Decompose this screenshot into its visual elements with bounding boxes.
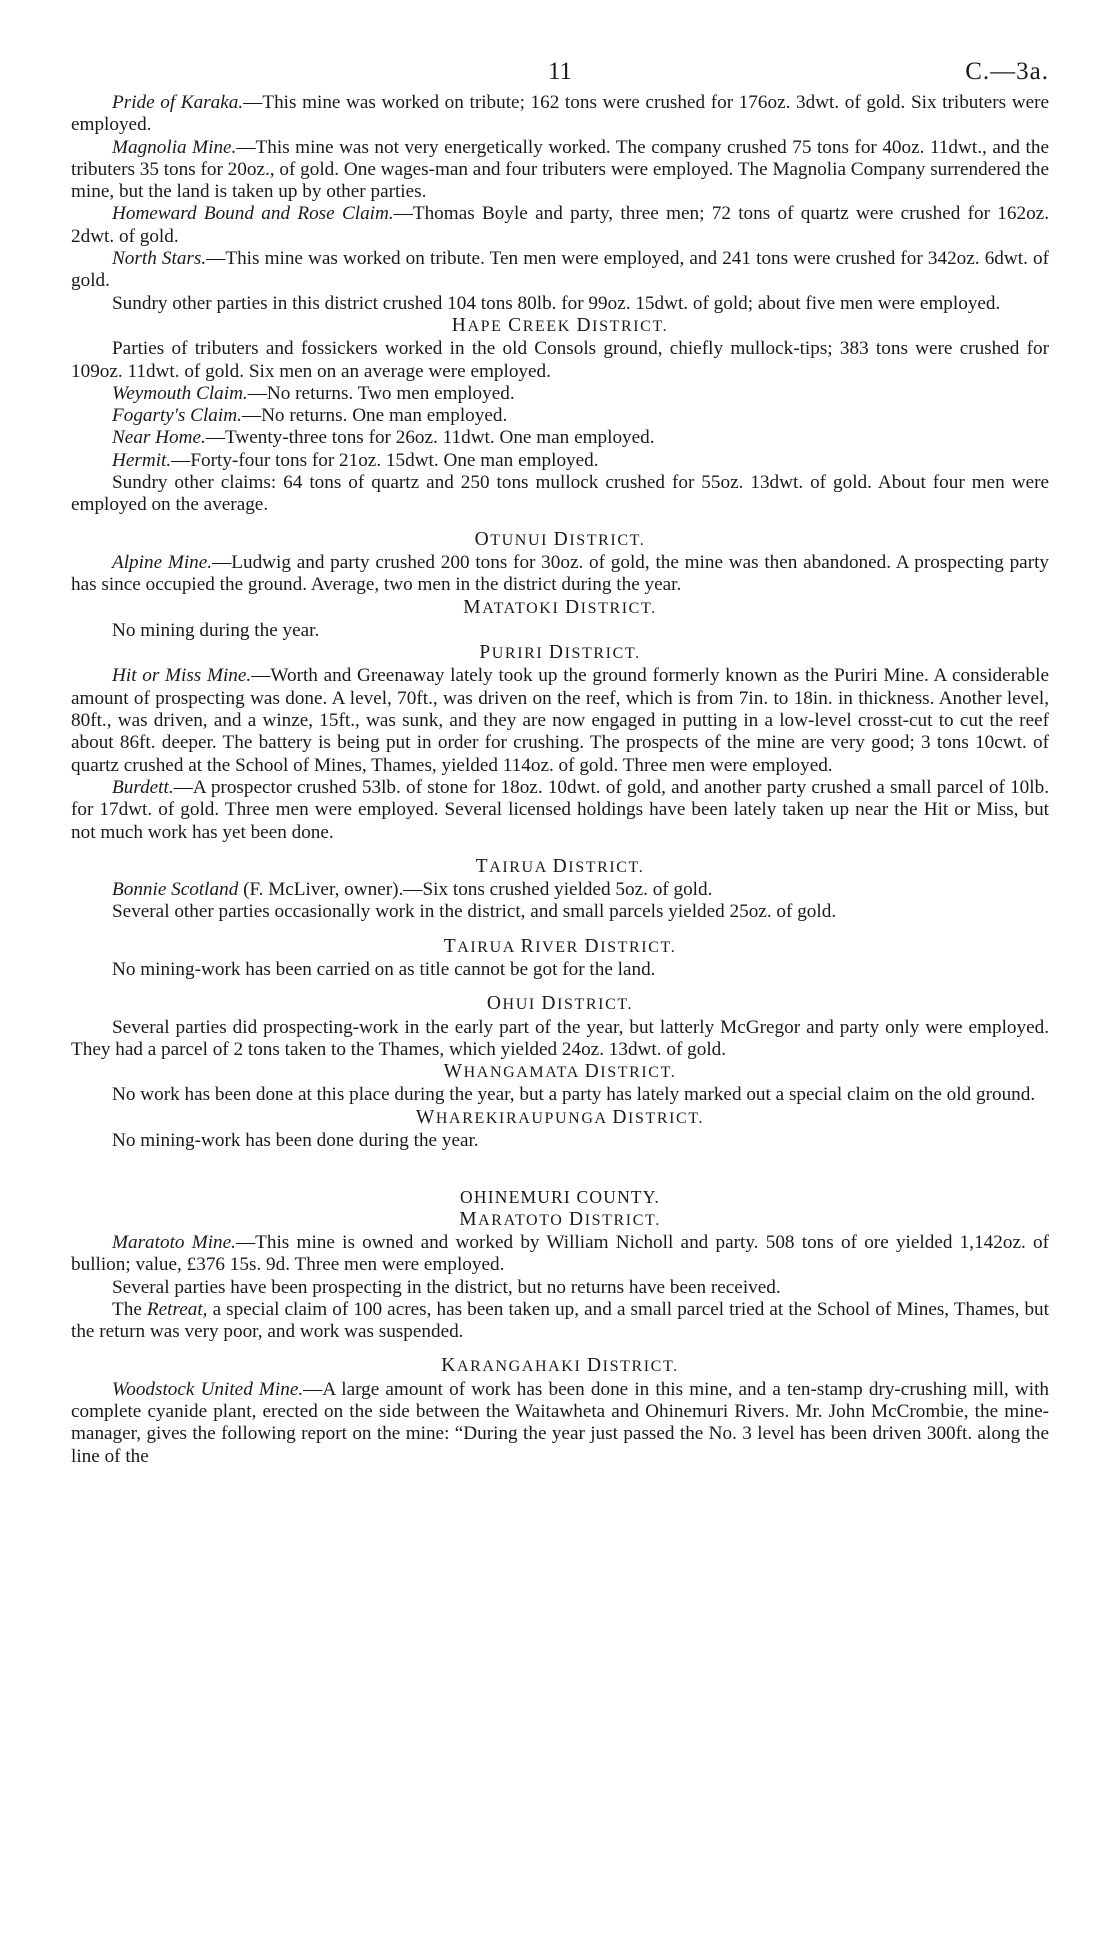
paragraph-homeward-bound [71,203,1049,248]
heading-whangamata-district: WHANGAMATA DISTRICT. [443,1061,677,1083]
claim-title: Pride of Karaka. [112,92,244,113]
claim-title: Hermit. [112,449,172,471]
paragraph-text: —This mine was worked on tribute; 162 tons were crushed for 176oz. 3dwt. of gold. Six tributers were employed. [71,92,1049,136]
county-heading: OHINEMURI COUNTY. [460,1187,660,1208]
claim-title: Retreat, [146,1298,208,1320]
heading-wharekiraupunga-district: WHAREKIRAUPUNGA DISTRICT. [415,1106,705,1128]
paragraph-other-parties: Several other parties occasionally work in the district, and small parcels yielded 25oz. of gold. [112,901,837,923]
claim-title: Maratoto Mine. [112,1231,236,1253]
paragraph-burdett [71,777,1049,844]
heading-matatoki-district: MATATOKI DISTRICT. [463,596,657,618]
paragraph-text: —This mine is owned and worked by William Nicholl and party. 508 tons of ore yielded 1,142oz. of bullion; value, £376 15s. 9d. Three men were employed. [71,1231,1049,1276]
document-reference: C.—3a. [965,58,1049,85]
claim-title: Weymouth Claim. [112,382,248,404]
claim-title: Magnolia Mine. [112,136,237,158]
paragraph-sundry-claims: Sundry other claims: 64 tons of quartz and 250 tons mullock crushed for 55oz. 13dwt. of gold. About four men were employed on the average. [71,472,1049,516]
page [71,58,1049,1468]
paragraph-bonnie-scotland [71,879,1049,901]
paragraph-magnolia-mine [71,137,1049,204]
paragraph-text: (F. McLiver, owner).—Six tons crushed yielded 5oz. of gold. [238,879,713,901]
paragraph-no-mining: No mining during the year. [112,619,320,641]
heading-ohui-district: OHUI DISTRICT. [486,993,634,1015]
paragraph-pride-of-karaka [71,92,1049,137]
paragraph-fogartys-claim [71,405,1049,427]
heading-hape-creek-district: HAPE CREEK DISTRICT. [451,314,669,336]
paragraph-near-home [71,427,1049,449]
heading-otunui-district: OTUNUI DISTRICT. [474,528,646,550]
claim-title: Near Home. [112,427,206,449]
paragraph-text: —Forty-four tons for 21oz. 15dwt. One man employed. [171,449,599,471]
claim-title: Burdett. [112,776,174,798]
paragraph-hermit [71,450,1049,472]
paragraph-tributers-fossickers: Parties of tributers and fossickers worked in the old Consols ground, chiefly mullock-tips; 383 tons were crushed for 109oz. 11dwt. of gold. Six men on an average were employed. [71,338,1049,382]
paragraph-north-stars [71,248,1049,293]
paragraph-no-title: No mining-work has been carried on as title cannot be got for the land. [112,958,656,980]
paragraph-text: —Ludwig and party crushed 200 tons for 30oz. of gold, the mine was then abandoned. A prospecting party has since occupied the ground. Average, two men in the district during the year. [71,551,1050,596]
heading-karangahaki-district: KARANGAHAKI DISTRICT. [441,1355,679,1377]
paragraph-ohui-prospecting: Several parties did prospecting-work in the early part of the year, but latterly McGregor and party only were employed. They had a parcel of 2 tons taken to the Thames, which yielded 24oz. 13dwt. of gold. [71,1016,1049,1060]
heading-tairua-district: TAIRUA DISTRICT. [475,855,645,877]
paragraph-text: —No returns. Two men employed. [247,382,515,404]
paragraph-text: —This mine was worked on tribute. Ten men were employed, and 241 tons were crushed for 342oz. 6dwt. of gold. [71,248,1049,292]
heading-maratoto-district: MARATOTO DISTRICT. [459,1208,661,1230]
paragraph-text: —Thomas Boyle and party, three men; 72 tons of quartz were crushed for 162oz. 2dwt. of gold. [71,203,1049,247]
paragraph-hit-or-miss-mine [71,665,1049,776]
page-number: 11 [547,58,573,85]
claim-title: North Stars. [112,248,207,270]
page-header [71,58,1049,92]
claim-title: Alpine Mine. [112,551,213,573]
heading-puriri-district: PURIRI DISTRICT. [479,642,641,664]
paragraph-text: —This mine was not very energetically worked. The company crushed 75 tons for 40oz. 11dwt., and the tributers 35 tons for 20oz., of gold. One wages-man and four tributers were employed. The Magnolia Company surrendered the mine, but the land is taken up by other parties. [71,136,1049,203]
paragraph-alpine-mine [71,552,1049,597]
paragraph-weymouth-claim [71,383,1049,405]
claim-title: Bonnie Scotland [112,879,239,901]
paragraph-sundry-parties: Sundry other parties in this district crushed 104 tons 80lb. for 99oz. 15dwt. of gold; about five men were employed. [112,292,1001,314]
paragraph-whangamata: No work has been done at this place during the year, but a party has lately marked out a special claim on the old ground. [112,1084,1036,1106]
paragraph-maratoto-mine [71,1232,1049,1277]
claim-title: Hit or Miss Mine. [112,665,252,687]
paragraph-text: —A prospector crushed 53lb. of stone for 18oz. 10dwt. of gold, and another party crushed a small parcel of 10lb. for 17dwt. of gold. Three men were employed. Several licensed holdings have been lately taken up near the Hit or Miss, but not much work has yet been done. [71,776,1049,843]
paragraph-wharekiraupunga: No mining-work has been done during the year. [112,1130,479,1152]
paragraph-text: —Worth and Greenaway lately took up the ground formerly known as the Puriri Mine. A considerable amount of prospecting was done. A level, 70ft., was driven on the reef, which is from 7in. to 18in. in thickness. Another level, 80ft., was driven, and a winze, 15ft., was sunk, and they are now engaged in putting in a low-level crosst-cut to cut the reef about 86ft. deeper. The battery is being put in order for crushing. The prospects of the mine are very good; 3 tons 10cwt. of quartz crushed at the School of Mines, Thames, yielded 114oz. of gold. Three men were employed. [71,665,1049,776]
claim-title: Fogarty's Claim. [112,405,242,427]
body-text [71,92,1049,1468]
heading-tairua-river-district: TAIRUA RIVER DISTRICT. [443,935,677,957]
paragraph-several-parties: Several parties have been prospecting in the district, but no returns have been received. [112,1276,781,1298]
paragraph-text: —Twenty-three tons for 26oz. 11dwt. One man employed. [205,427,655,449]
claim-title: Woodstock United Mine. [112,1378,304,1400]
paragraph-woodstock-united [71,1379,1049,1468]
paragraph-retreat: The Retreat, a special claim of 100 acres, has been taken up, and a small parcel tried at the School of Mines, Thames, but the return was very poor, and work was suspended. [71,1298,1049,1343]
paragraph-text: a special claim of 100 acres, has been taken up, and a small parcel tried at the School of Mines, Thames, but the return was very poor, and work was suspended. [71,1298,1049,1343]
claim-title: Homeward Bound and Rose Claim. [112,203,394,225]
paragraph-text: —No returns. One man employed. [241,405,508,427]
paragraph-text: —A large amount of work has been done in this mine, and a ten-stamp dry-crushing mill, with complete cyanide plant, erected on the side between the Waitawheta and Ohinemuri Rivers. Mr. John McCrombie, the mine-manager, gives the following report on the mine: “During the year just passed the No. 3 level has been driven 300ft. along the line of the [71,1378,1049,1467]
